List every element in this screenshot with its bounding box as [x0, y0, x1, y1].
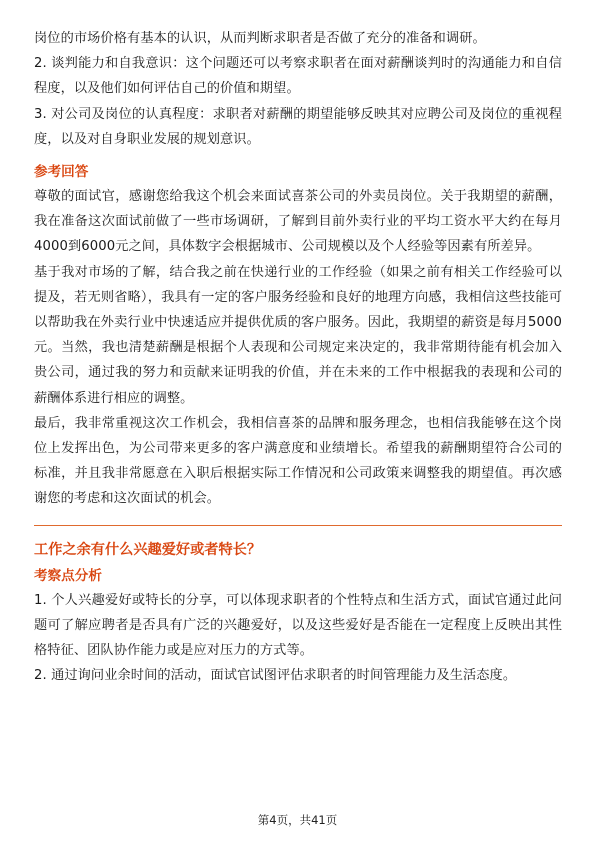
reference-answer-label: 参考回答 [34, 164, 89, 181]
analysis-point-2: 2. 通过询问业余时间的活动，面试官试图评估求职者的时间管理能力及生活态度。 [34, 668, 517, 684]
intro-continuation: 岗位的市场价格有基本的认识，从而判断求职者是否做了充分的准备和调研。 [34, 31, 486, 46]
question-title: 工作之余有什么兴趣爱好或者特长？ [34, 541, 262, 558]
analysis-label: 考察点分析 [34, 567, 102, 584]
page-content [34, 26, 562, 688]
analysis-point-1: 1. 个人兴趣爱好或特长的分享，可以体现求职者的个性特点和生活方式，面试官通过此问题可了解应聘者是否具有广泛的兴趣爱好，以及这些爱好是否能在一定程度上反映出其性格特征、团队协作能力或是应对压力的方式等。 [34, 592, 562, 659]
answer-paragraph-3: 最后，我非常重视这次工作机会，我相信喜茶的品牌和服务理念，也相信我能够在这个岗位上发挥出色，为公司带来更多的客户满意度和业绩增长。希望我的薪酬期望符合公司的标准，并且我非常愿意在入职后根据实际工作情况和公司政策来调整我的期望值。再次感谢您的考虑和这次面试的机会。 [34, 415, 562, 507]
answer-paragraph-1: 尊敬的面试官，感谢您给我这个机会来面试喜茶公司的外卖员岗位。关于我期望的薪酬，我在准备这次面试前做了一些市场调研，了解到目前外卖行业的平均工资水平大约在每月4000到6000元之间，具体数字会根据城市、公司规模以及个人经验等因素有所差异。 [34, 189, 562, 255]
intro-point-2: 2. 谈判能力和自我意识：这个问题还可以考察求职者在面对薪酬谈判时的沟通能力和自信程度，以及他们如何评估自己的价值和期望。 [34, 56, 562, 97]
section-divider [34, 525, 562, 526]
page-number: 第4页，共41页 [257, 813, 338, 827]
intro-point-3: 3. 对公司及岗位的认真程度：求职者对薪酬的期望能够反映其对应聘公司及岗位的重视程度，以及对自身职业发展的规划意识。 [34, 106, 562, 147]
answer-paragraph-2: 基于我对市场的了解，结合我之前在快递行业的工作经验（如果之前有相关工作经验可以提及，若无则省略），我具有一定的客户服务经验和良好的地理方向感，我相信这些技能可以帮助我在外卖行业中快速适应并提供优质的客户服务。因此，我期望的薪资是每月5000元。当然，我也清楚薪酬是根据个人表现和公司规定来决定的，我非常期待能有机会加入贵公司，通过我的努力和贡献来证明我的价值，并在未来的工作中根据我的表现和公司的薪酬体系进行相应的调整。 [34, 264, 562, 406]
